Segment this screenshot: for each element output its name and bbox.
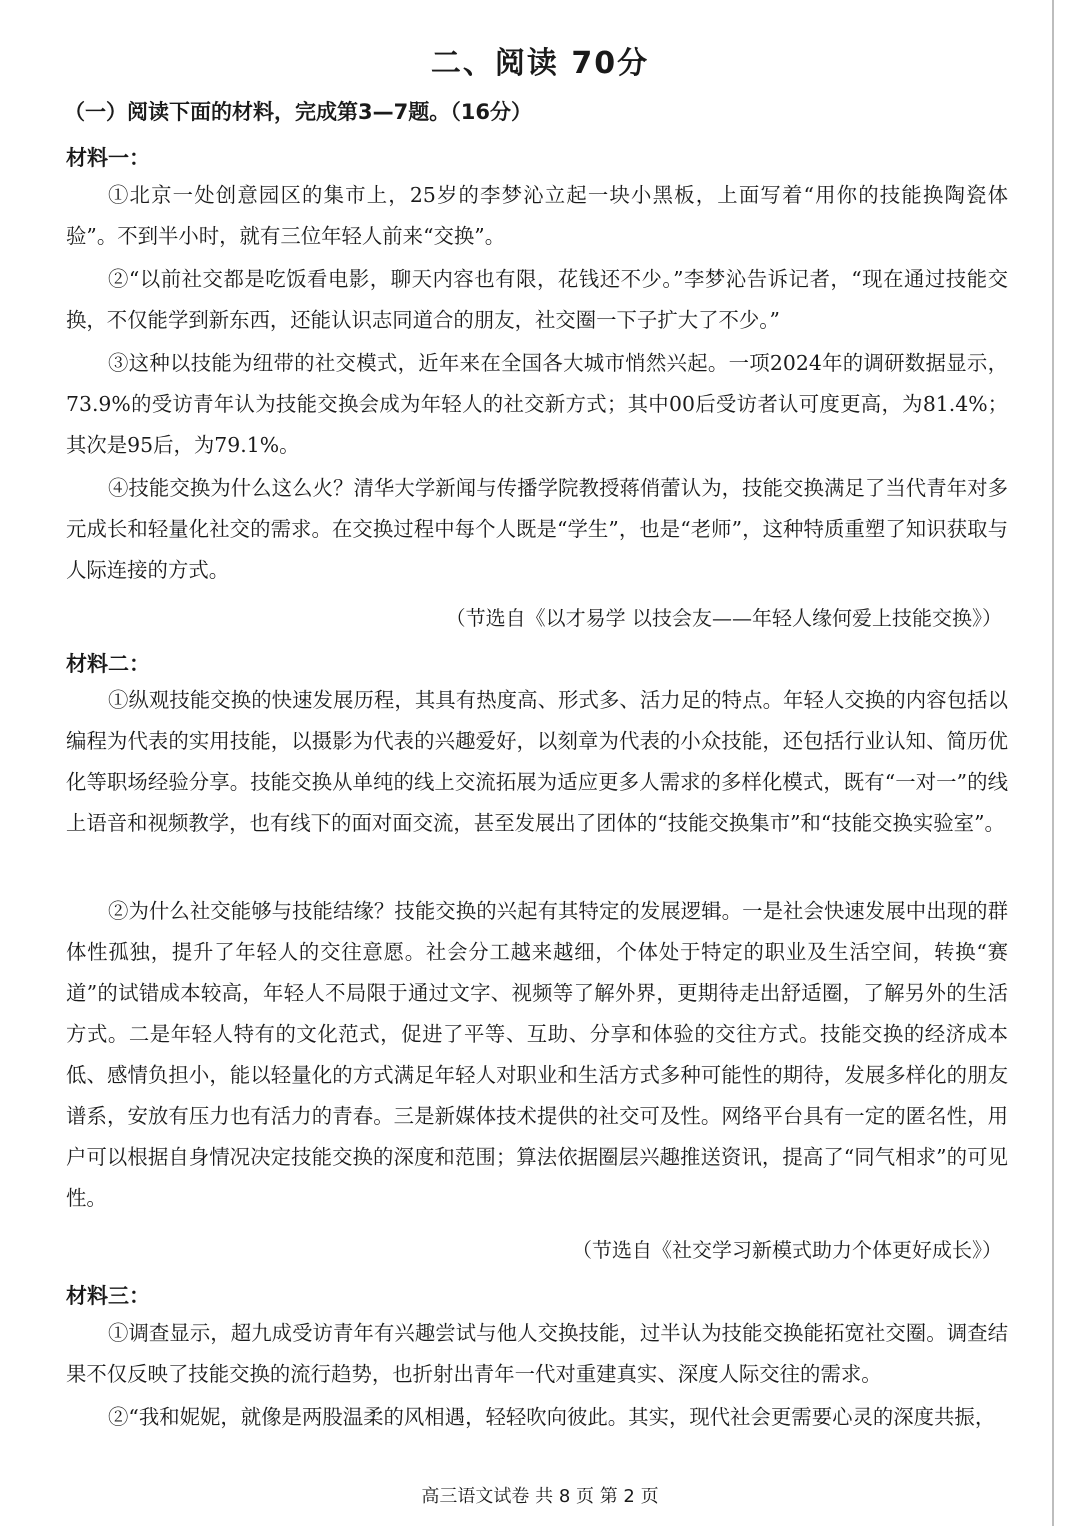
page-title: 二、阅读 70分 bbox=[430, 46, 650, 81]
material-2-label: 材料二： bbox=[66, 652, 150, 676]
page-footer: 高三语文试卷 共 8 页 第 2 页 bbox=[421, 1486, 659, 1507]
material-2-source: （节选自《社交学习新模式助力个体更好成长》） bbox=[572, 1238, 1002, 1262]
material-3-paragraph-2: ②“我和妮妮，就像是两股温柔的风相遇，轻轻吹向彼此。其实，现代社会更需要心灵的深度共振， bbox=[108, 1405, 996, 1429]
material-3-paragraph-1: ①调查显示，超九成受访青年有兴趣尝试与他人交换技能，过半认为技能交换能拓宽社交圈。调查结果不仅反映了技能交换的流行趋势，也折射出青年一代对重建真实、深度人际交往的需求。 bbox=[66, 1321, 1008, 1386]
material-1-paragraph-1: ①北京一处创意园区的集市上，25岁的李梦沁立起一块小黑板，上面写着“用你的技能换陶瓷体验”。不到半小时，就有三位年轻人前来“交换”。 bbox=[66, 183, 1008, 248]
material-1-label: 材料一： bbox=[66, 146, 150, 170]
material-1-paragraph-3: ③这种以技能为纽带的社交模式，近年来在全国各大城市悄然兴起。一项2024年的调研数据显示，73.9%的受访青年认为技能交换会成为年轻人的社交新方式；其中00后受访者认可度更高，为81.4%；其次是95后，为79.1%。 bbox=[66, 351, 1008, 457]
material-3-label: 材料三： bbox=[66, 1284, 150, 1308]
material-2-paragraph-2: ②为什么社交能够与技能结缘？技能交换的兴起有其特定的发展逻辑。一是社会快速发展中出现的群体性孤独，提升了年轻人的交往意愿。社会分工越来越细，个体处于特定的职业及生活空间，转换“赛道”的试错成本较高，年轻人不局限于通过文字、视频等了解外界，更期待走出舒适圈，了解另外的生活方式。二是年轻人特有的文化范式，促进了平等、互助、分享和体验的交往方式。技能交换的经济成本低、感情负担小，能以轻量化的方式满足年轻人对职业和生活方式多种可能性的期待，发展多样化的朋友谱系，安放有压力也有活力的青春。三是新媒体技术提供的社交可及性。网络平台具有一定的匿名性，用户可以根据自身情况决定技能交换的深度和范围；算法依据圈层兴趣推送资讯，提高了“同气相求”的可见性。 bbox=[66, 899, 1008, 1210]
material-1-paragraph-4: ④技能交换为什么这么火？清华大学新闻与传播学院教授蒋俏蕾认为，技能交换满足了当代青年对多元成长和轻量化社交的需求。在交换过程中每个人既是“学生”，也是“老师”，这种特质重塑了知识获取与人际连接的方式。 bbox=[66, 476, 1008, 582]
material-1-source: （节选自《以才易学 以技会友——年轻人缘何爱上技能交换》） bbox=[445, 606, 1002, 630]
section-heading: （一）阅读下面的材料，完成第3—7题。（16分） bbox=[64, 100, 532, 124]
material-1-paragraph-2: ②“以前社交都是吃饭看电影，聊天内容也有限，花钱还不少。”李梦沁告诉记者，“现在通过技能交换，不仅能学到新东西，还能认识志同道合的朋友，社交圈一下子扩大了不少。” bbox=[66, 267, 1008, 332]
scan-edge-line bbox=[1052, 0, 1054, 1526]
material-2-paragraph-1: ①纵观技能交换的快速发展历程，其具有热度高、形式多、活力足的特点。年轻人交换的内容包括以编程为代表的实用技能，以摄影为代表的兴趣爱好，以刻章为代表的小众技能，还包括行业认知、简历优化等职场经验分享。技能交换从单纯的线上交流拓展为适应更多人需求的多样化模式，既有“一对一”的线上语音和视频教学，也有线下的面对面交流，甚至发展出了团体的“技能交换集市”和“技能交换实验室”。 bbox=[66, 688, 1008, 835]
